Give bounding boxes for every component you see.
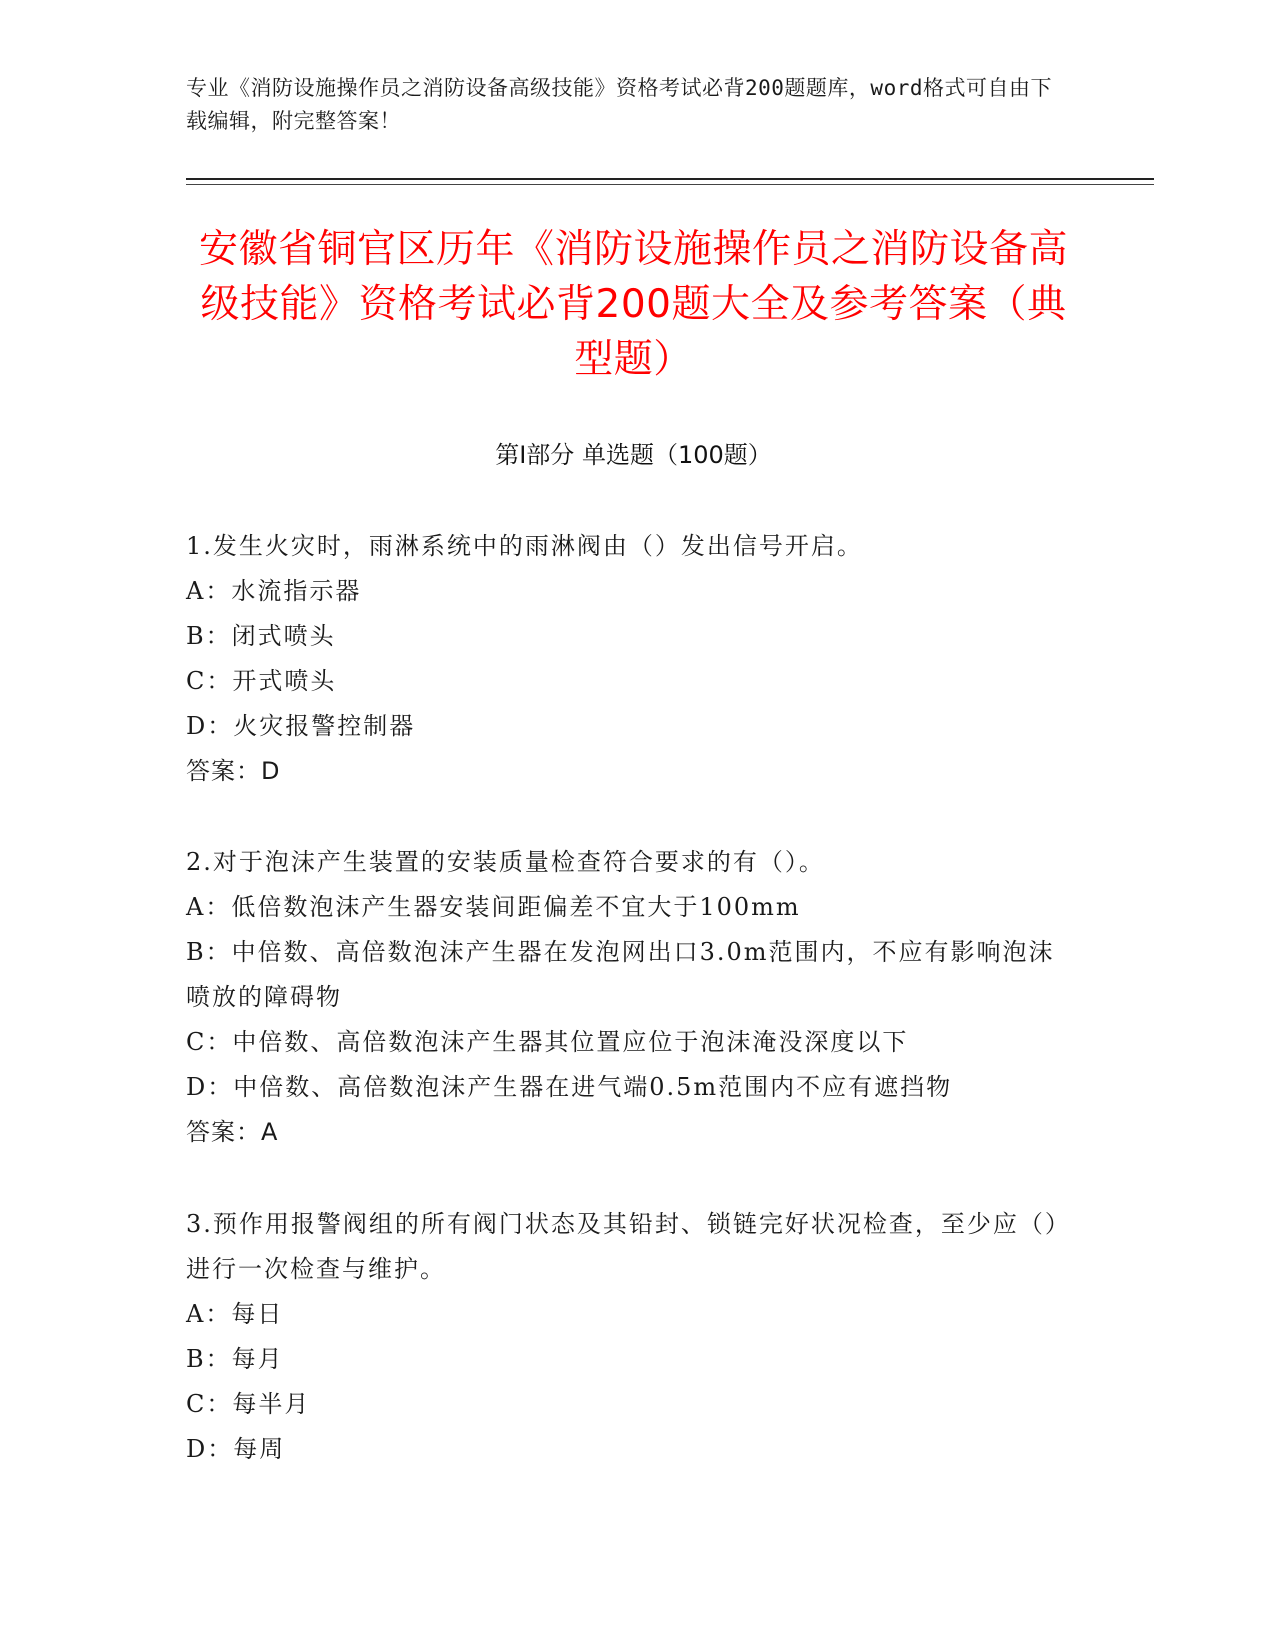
option-b: B：中倍数、高倍数泡沫产生器在发泡网出口3.0m范围内，不应有影响泡沫喷放的障碍物 <box>186 938 1055 1011</box>
option-c: C：中倍数、高倍数泡沫产生器其位置应位于泡沫淹没深度以下 <box>186 1028 909 1056</box>
question-block <box>186 1202 1066 1472</box>
option-c: C：每半月 <box>186 1390 311 1418</box>
option-b: B：每月 <box>186 1345 284 1373</box>
option-b: B：闭式喷头 <box>186 622 336 650</box>
option-d: D：中倍数、高倍数泡沫产生器在进气端0.5m范围内不应有遮挡物 <box>186 1073 953 1101</box>
question-stem: 2.对于泡沫产生装置的安装质量检查符合要求的有（）。 <box>186 848 825 876</box>
document-title: 安徽省铜官区历年《消防设施操作员之消防设备高级技能》资格考试必背200题大全及参考答案（典型题） <box>198 227 1068 382</box>
option-a: A：低倍数泡沫产生器安装间距偏差不宜大于100mm <box>186 893 801 921</box>
question-block <box>186 840 1066 1155</box>
section-heading: 第Ⅰ部分 单选题（100题） <box>495 441 772 469</box>
option-d: D：火灾报警控制器 <box>186 712 416 740</box>
option-a: A：水流指示器 <box>186 577 362 605</box>
answer-line: 答案：D <box>186 757 281 785</box>
question-block <box>186 524 1066 794</box>
header-divider-thick <box>186 178 1154 180</box>
option-c: C：开式喷头 <box>186 667 337 695</box>
option-d: D：每周 <box>186 1435 286 1463</box>
header-note: 专业《消防设施操作员之消防设备高级技能》资格考试必背200题题库，word格式可自由下载编辑，附完整答案！ <box>186 76 1052 133</box>
option-a: A：每日 <box>186 1300 284 1328</box>
header-divider-thin <box>186 184 1154 185</box>
question-stem: 1.发生火灾时，雨淋系统中的雨淋阀由（）发出信号开启。 <box>186 532 863 560</box>
answer-line: 答案：A <box>186 1118 279 1146</box>
question-stem: 3.预作用报警阀组的所有阀门状态及其铅封、锁链完好状况检查，至少应（）进行一次检查与维护。 <box>186 1210 1059 1283</box>
